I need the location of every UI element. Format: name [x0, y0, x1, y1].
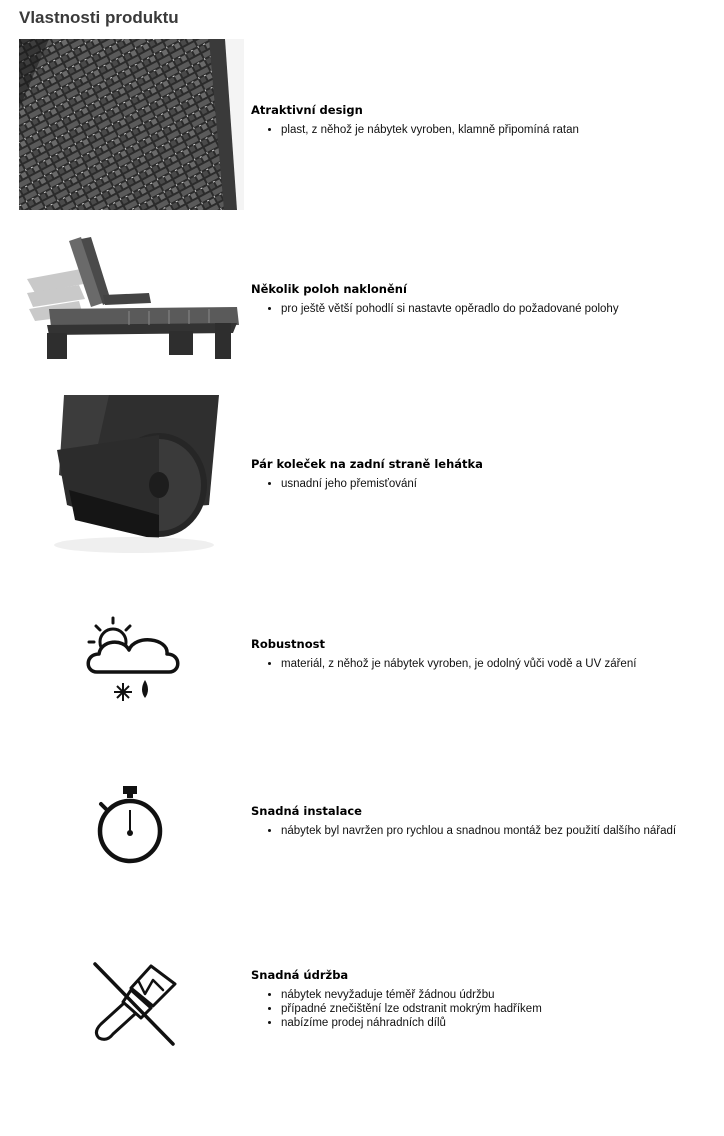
- feature-title: Atraktivní design: [251, 103, 363, 117]
- feature-bullets: [251, 477, 711, 491]
- wheel-photo: [19, 395, 244, 567]
- feature-robustness: [0, 610, 724, 710]
- bullet-item: • materiál, z něhož je nábytek vyroben, je odolný vůči vodě a UV záření: [281, 657, 711, 671]
- feature-easy-installation: [0, 782, 724, 872]
- feature-bullets: [251, 123, 711, 137]
- bullet-item: • pro ještě větší pohodlí si nastavte opěradlo do požadované polohy: [281, 302, 711, 316]
- bullet-item: • nabízíme prodej náhradních dílů: [281, 1016, 711, 1030]
- stopwatch-icon: [19, 782, 244, 872]
- feature-reclining-positions: [0, 221, 724, 389]
- feature-bullets: [251, 302, 711, 316]
- feature-bullets: [251, 988, 711, 1030]
- feature-bullets: [251, 824, 711, 838]
- feature-wheels: [0, 395, 724, 567]
- feature-title: Robustnost: [251, 637, 325, 651]
- bullet-item: • nábytek nevyžaduje téměř žádnou údržbu: [281, 988, 711, 1002]
- feature-title: Snadná údržba: [251, 968, 349, 982]
- page-title: Vlastnosti produktu: [19, 8, 179, 27]
- feature-easy-maintenance: [0, 960, 724, 1050]
- bullet-item: • usnadní jeho přemisťování: [281, 477, 711, 491]
- no-paint-brush-icon: [19, 960, 244, 1050]
- feature-bullets: [251, 657, 711, 671]
- feature-title: Několik poloh naklonění: [251, 282, 407, 296]
- feature-title: Pár koleček na zadní straně lehátka: [251, 457, 483, 471]
- feature-title: Snadná instalace: [251, 804, 362, 818]
- bullet-item: • plast, z něhož je nábytek vyroben, klamně připomíná ratan: [281, 123, 711, 137]
- reclining-lounger-photo: [19, 221, 244, 389]
- rattan-texture-photo: [19, 39, 244, 210]
- bullet-item: • případné znečištění lze odstranit mokrým hadříkem: [281, 1002, 711, 1016]
- bullet-item: • nábytek byl navržen pro rychlou a snadnou montáž bez použití dalšího nářadí: [281, 824, 711, 838]
- weather-icon: [19, 610, 244, 710]
- feature-attractive-design: [0, 39, 724, 211]
